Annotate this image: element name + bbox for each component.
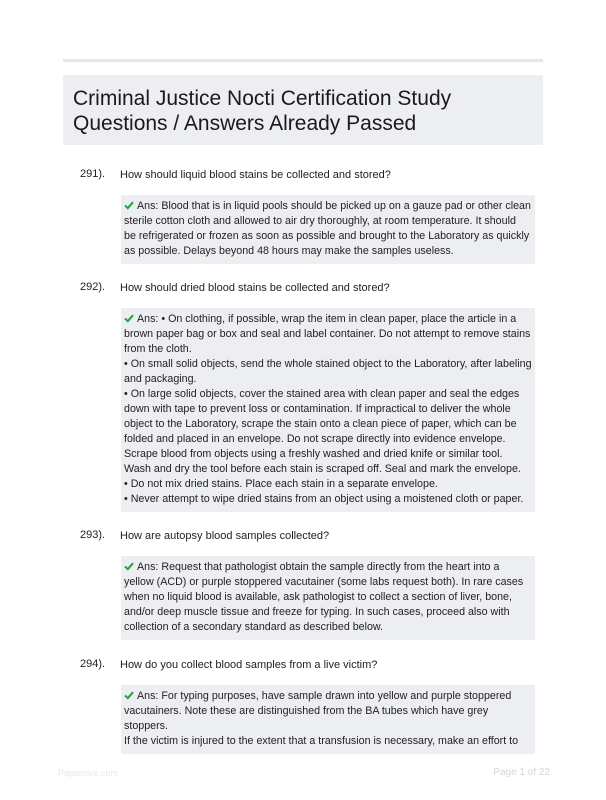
answer-line: folded and placed in an envelope. Do not scrape directly into evidence envelope.: [124, 433, 506, 445]
answer-line: • Do not mix dried stains. Place each stain in a separate envelope.: [124, 478, 438, 490]
answer-line: collection of a secondary standard as described below.: [124, 621, 384, 633]
answer-line: Ans: Blood that is in liquid pools should be picked up on a gauze pad or other clean: [124, 199, 532, 214]
answer-line: Ans: For typing purposes, have sample drawn into yellow and purple stoppered: [124, 689, 532, 704]
answer-line: brown paper bag or box and seal and label container. Do not attempt to remove stains: [124, 328, 531, 340]
question-row: [80, 529, 535, 547]
answer-box: [121, 195, 535, 264]
answer-line: and/or deep muscle tissue and freeze for typing. In such cases, proceed also with: [124, 606, 510, 618]
answer-line: from the cloth.: [124, 343, 192, 355]
answer-box: [121, 685, 535, 754]
check-icon: [124, 200, 134, 210]
question-row: [80, 658, 535, 676]
answer-line: and packaging.: [124, 373, 197, 385]
check-icon: [124, 561, 134, 571]
footer-watermark: Paperhive.com: [58, 768, 119, 778]
answer-line: object to the Laboratory, scrape the stain onto a clean piece of paper, which can be: [124, 418, 517, 430]
question-number: 293).: [80, 529, 106, 541]
answer-line: Ans: Request that pathologist obtain the sample directly from the heart into a: [124, 560, 532, 575]
question-number: 291).: [80, 168, 106, 180]
answer-line: when no liquid blood is available, ask pathologist to collect a section of liver, bone,: [124, 591, 512, 603]
answer-line: • On large solid objects, cover the stained area with clean paper and seal the edges: [124, 388, 520, 400]
title-banner: [63, 75, 543, 145]
question-row: [80, 281, 535, 299]
answer-line: If the victim is injured to the extent that a transfusion is necessary, make an effort to: [124, 735, 519, 747]
answer-line: Ans: • On clothing, if possible, wrap the item in clean paper, place the article in a: [124, 312, 532, 327]
answer-line: down with tape to prevent loss or contamination. If impractical to deliver the whole: [124, 403, 511, 415]
question-text: How are autopsy blood samples collected?: [120, 530, 330, 542]
question-number: 292).: [80, 281, 106, 293]
answer-line: • On small solid objects, send the whole stained object to the Laboratory, after labeling: [124, 358, 532, 370]
question-number: 294).: [80, 658, 106, 670]
answer-line: vacutainers. Note these are distinguished from the BA tubes which have grey: [124, 705, 489, 717]
qa-item: [80, 281, 535, 512]
qa-item: [80, 658, 535, 754]
question-text: How should liquid blood stains be collected and stored?: [120, 169, 391, 181]
answer-box: [121, 556, 535, 640]
answer-line: Scrape blood from objects using a freshly washed and dried knife or similar tool.: [124, 448, 503, 460]
answer-line: • Never attempt to wipe dried stains from an object using a moistened cloth or paper.: [124, 493, 524, 505]
check-icon: [124, 690, 134, 700]
check-icon: [124, 313, 134, 323]
page-title: Criminal Justice Nocti Certification Study Questions / Answers Already Passed: [73, 87, 452, 135]
qa-item: [80, 529, 535, 640]
top-rule: [63, 59, 543, 62]
question-row: [80, 168, 535, 186]
qa-item: [80, 168, 535, 264]
answer-line: yellow (ACD) or purple stoppered vacutainer (some labs request both). In rare cases: [124, 576, 524, 588]
answer-line: Wash and dry the tool before each stain is scraped off. Seal and mark the envelope.: [124, 463, 521, 475]
page-indicator: Page 1 of 22: [493, 767, 550, 778]
question-text: How should dried blood stains be collected and stored?: [120, 282, 390, 294]
question-text: How do you collect blood samples from a live victim?: [120, 659, 378, 671]
answer-line: stoppers.: [124, 720, 168, 732]
answer-box: [121, 308, 535, 512]
answer-line: sterile cotton cloth and allowed to air dry thoroughly, at room temperature. It should: [124, 215, 516, 227]
answer-line: be refrigerated or frozen as soon as possible and brought to the Laboratory as quickly: [124, 230, 530, 242]
answer-line: as possible. Delays beyond 48 hours may make the samples useless.: [124, 245, 454, 257]
